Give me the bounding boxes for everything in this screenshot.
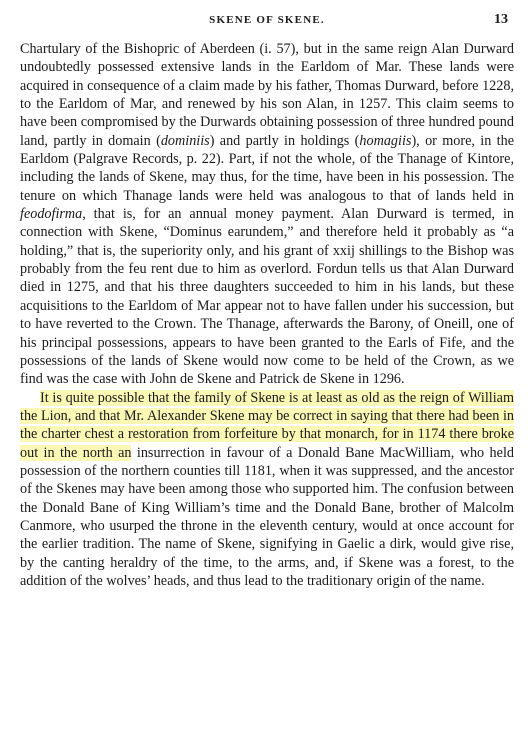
text-segment: , that is, for an annual money payment. Alan Durward is termed, in connection with Skene, “Dominus earundem,” and therefore held it probably as “a holding,” that is, the superiority only, and his grant of xxij shillings to the Bishop was probably from the feu rent due to him as overlord. Fordun tells us that Alan Durward died in 1275, and that his three daughters succeeded to him in his lands, but these acquisitions to the Earldom of Mar appear not to have fallen under his succession, but to have reverted to the Crown. The Thanage, afterwards the Barony, of Oneill, one of his principal possessions, appears to have been granted to the Earls of Fife, and the possessions of the lands of Skene would now come to be held of the Crown, as we find was the case with John de Skene and Patrick de Skene in 1296. — [20, 206, 514, 388]
highlighted-passage: It is quite possible that the family of Skene is at least as old as the reign of William the Lion, and that Mr. Alexander Skene may be correct in saying that there had been in the charter chest a restoration from forfeiture by that monarch, for in 1174 there broke out in the north an — [20, 389, 514, 461]
page-number: 13 — [494, 12, 508, 27]
running-title: SKENE OF SKENE. — [209, 14, 325, 26]
text-segment: ), or more, in the Earldom (Palgrave Records, p. 22). Part, if not the whole, of the Thanage of Kintore, including the lands of Skene, may thus, for the time, have been in his possession. The tenure on which Thanage lands were held was analogous to that of lands held in — [20, 132, 515, 204]
running-head — [20, 12, 514, 34]
body-text — [20, 40, 514, 590]
text-segment: Chartulary of the Bishopric of Aberdeen (i. 57), but in the same reign Alan Durward undoubtedly possessed extensive lands in the Earldom of Mar. These lands were acquired in consequence of a claim made by his father, Thomas Durward, before 1228, to the Earldom of Mar, and renewed by his son Alan, in 1257. This claim seems to have been compromised by the Durwards obtaining possession of three hundred pound land, partly in domain ( — [20, 41, 514, 149]
paragraph-1 — [20, 40, 514, 389]
italic-term: dominiis — [160, 132, 210, 149]
italic-term: homagiis — [359, 132, 412, 149]
text-segment: insurrection in favour of a Donald Bane MacWilliam, who held possession of the northern counties till 1181, when it was suppressed, and the ancestor of the Skenes may have been among those who supported him. The confusion between the Donald Bane of King William’s time and the Donald Bane, brother of Malcolm Canmore, who usurped the throne in the eleventh century, would at once account for the earlier tradition. The name of Skene, signifying in Gaelic a dirk, would give rise, by the canting heraldry of the time, to the arms, and, if Skene was a forest, to the addition of the wolves’ heads, and thus lead to the traditionary origin of the name. — [20, 444, 514, 589]
paragraph-2 — [20, 389, 514, 591]
italic-term: feodofirma — [20, 206, 83, 223]
text-segment: ) and partly in holdings ( — [209, 132, 360, 149]
